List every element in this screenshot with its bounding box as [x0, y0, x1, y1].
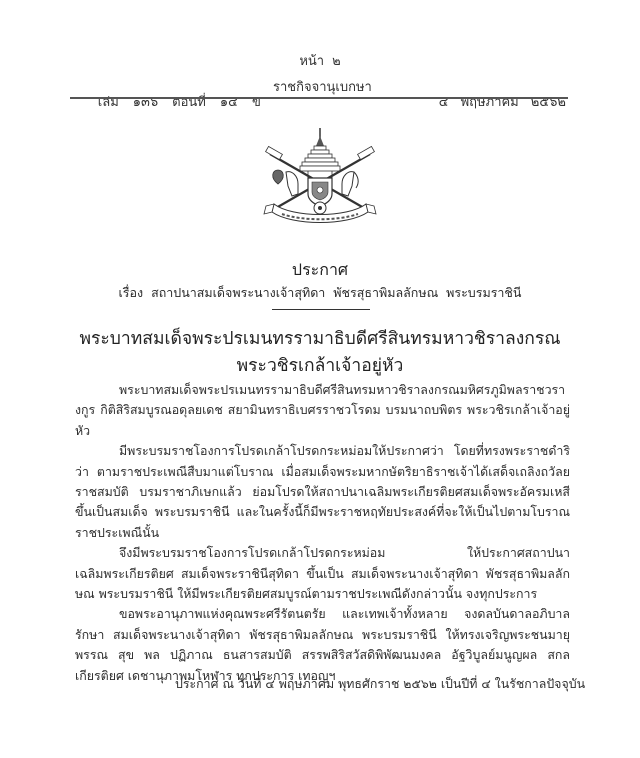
body-paragraph: ขอพระอานุภาพแห่งคุณพระศรีรัตนตรัย และเทพเจ้าทั้งหลาย จงดลบันดาลอภิบาลรักษา สมเด็จพระนางเจ้าสุทิดา พัชรสุธาพิมลลักษณ พระบรมราชินี ให้ทรงเจริญพระชนมายุ พรรณ สุข พล ปฏิภาณ ธนสารสมบัติ สรรพสิริสวัสดิพิพัฒนมงคล อัฐวิบูลย์มนูญผล สกลเกียรติยศ เดชานุภาพมโหฬาร ทุกประการ เทอญฯ	[75, 606, 570, 683]
volume-issue	[73, 76, 275, 127]
issue-label: ตอนที่	[172, 95, 206, 110]
king-title-line-1: พระบาทสมเด็จพระปรเมนทรรามาธิบดีศรีสินทรมหาวชิราลงกรณ	[79, 329, 561, 349]
page-number	[0, 50, 640, 71]
body-paragraph: จึงมีพระบรมราชโองการโปรดเกล้าโปรดกระหม่อม ให้ประกาศสถาปนาเฉลิมพระเกียรติยศ สมเด็จพระราชินีสุทิดา ขึ้นเป็น สมเด็จพระนางเจ้าสุทิดา พัชรสุธาพิมลลักษณ พระบรมราชินี ให้มีพระเกียรติยศสมบูรณ์ตามราชประเพณีดังกล่าวนั้น จงทุกประการ	[75, 545, 570, 602]
date-month: พฤษภาคม	[460, 95, 519, 110]
page-number-value: ๒	[332, 54, 341, 69]
gazette-header	[73, 76, 566, 110]
header-divider	[70, 97, 568, 99]
announcement-body	[75, 380, 570, 686]
announcement-title: ประกาศ	[291, 260, 349, 279]
volume-label: เล่ม	[97, 95, 119, 110]
date-year: ๒๕๖๒	[530, 95, 566, 110]
signature-date-line: ประกาศ ณ วันที่ ๔ พฤษภาคม พุทธศักราช ๒๕๖๒ เป็นปีที่ ๔ ในรัชกาลปัจจุบัน	[175, 676, 586, 691]
announcement-subject: เรื่อง สถาปนาสมเด็จพระนางเจ้าสุทิดา พัชรสุธาพิมลลักษณ พระบรมราชินี	[118, 285, 522, 300]
section-label: ข	[251, 95, 261, 110]
volume-value: ๑๓๖	[132, 95, 159, 110]
king-title	[0, 326, 640, 380]
king-title-line-2: พระวชิรเกล้าเจ้าอยู่หัว	[236, 356, 404, 376]
body-paragraph: พระบาทสมเด็จพระปรเมนทรรามาธิบดีศรีสินทรมหาวชิราลงกรณมหิศรภูมิพลราชวรางกูร กิติสิริสมบูรณอดุลยเดช สยามินทราธิเบศรราชวโรดม บรมนาถบพิตร พระวชิรเกล้าเจ้าอยู่หัว	[75, 382, 570, 438]
issue-value: ๑๔	[219, 95, 238, 110]
subject-divider	[272, 309, 370, 310]
royal-emblem-icon	[252, 126, 388, 226]
publication-date	[402, 76, 566, 127]
page-number-label: หน้า	[299, 54, 325, 69]
date-day: ๔	[438, 95, 449, 110]
body-paragraph: มีพระบรมราชโองการโปรดเกล้าโปรดกระหม่อมให้ประกาศว่า โดยที่ทรงพระราชดำริว่า ตามราชประเพณีสืบมาแต่โบราณ เมื่อสมเด็จพระมหากษัตริยาธิราชเจ้าได้เสด็จเถลิงถวัลยราชสมบัติ บรมราชาภิเษกแล้ว ย่อมโปรดให้สถาปนาเฉลิมพระเกียรติยศสมเด็จพระอัครมเหสี ขึ้นเป็นสมเด็จ พระบรมราชินี และในครั้งนี้ก็มีพระราชหฤทัยประสงค์ที่จะให้เป็นไปตามโบราณราชประเพณีนั้น	[75, 443, 570, 540]
publication-name: ราชกิจจานุเบกษา	[273, 80, 372, 95]
